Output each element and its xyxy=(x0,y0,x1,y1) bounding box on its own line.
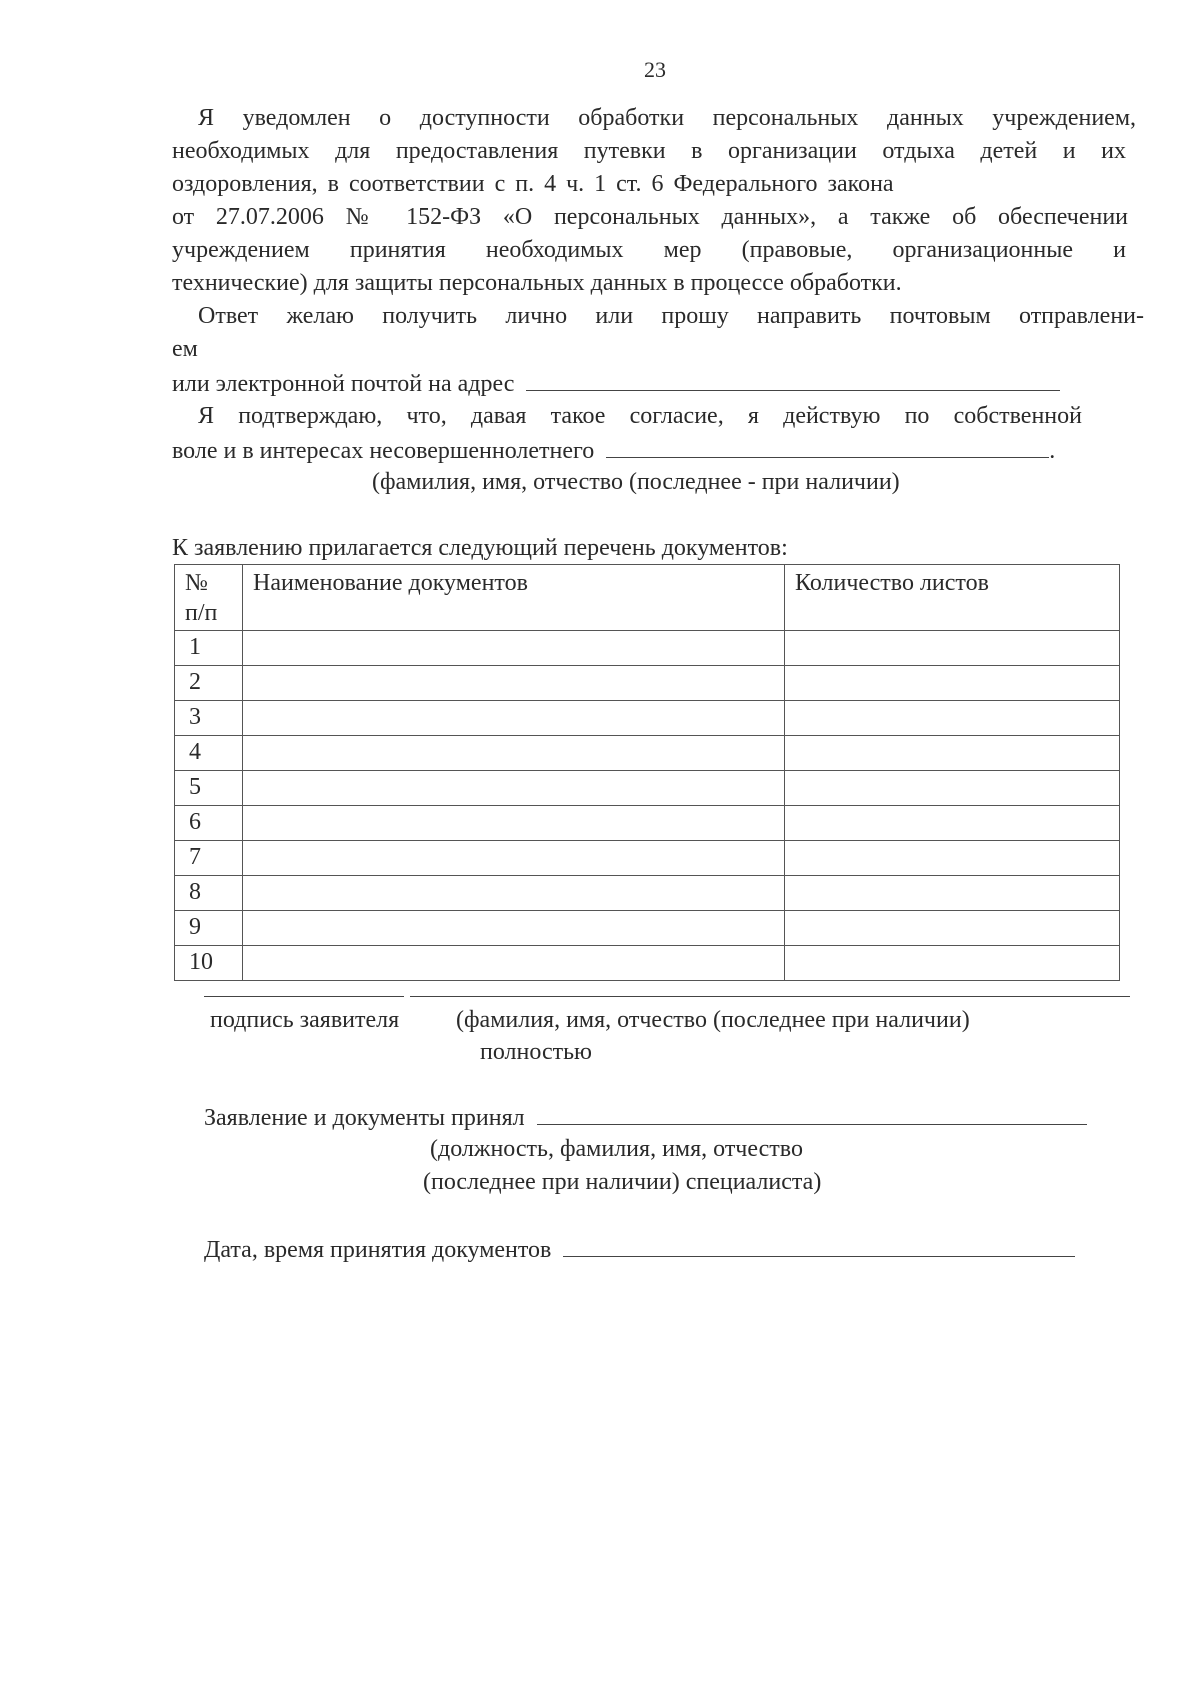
table-row xyxy=(175,946,1120,981)
sheet-count-cell[interactable] xyxy=(785,841,1120,876)
table-row xyxy=(175,631,1120,666)
minor-name-caption: (фамилия, имя, отчество (последнее - при наличии) xyxy=(372,469,900,495)
table-row xyxy=(175,841,1120,876)
date-time-row xyxy=(204,1232,1075,1266)
email-address-label: или электронной почтой на адрес xyxy=(172,371,515,397)
row-number: 4 xyxy=(175,736,243,771)
applicant-name-caption-full: полностью xyxy=(480,1039,592,1065)
row-number: 2 xyxy=(175,666,243,701)
applicant-name-caption: (фамилия, имя, отчество (последнее при наличии) xyxy=(456,1007,970,1033)
email-address-row xyxy=(172,366,1060,400)
document-name-cell[interactable] xyxy=(243,806,785,841)
signature-caption: подпись заявителя xyxy=(210,1007,400,1033)
row-number: 7 xyxy=(175,841,243,876)
header-sheet-count: Количество листов xyxy=(785,565,1120,631)
table-row xyxy=(175,771,1120,806)
minor-name-label: воле и в интересах несовершеннолетнего xyxy=(172,438,595,464)
table-row xyxy=(175,806,1120,841)
row-number: 8 xyxy=(175,876,243,911)
minor-name-field[interactable] xyxy=(606,433,1049,458)
table-row xyxy=(175,736,1120,771)
minor-name-row xyxy=(172,433,1055,467)
sheet-count-cell[interactable] xyxy=(785,736,1120,771)
date-time-label: Дата, время принятия документов xyxy=(204,1237,552,1263)
sheet-count-cell[interactable] xyxy=(785,806,1120,841)
row-number: 9 xyxy=(175,911,243,946)
confirmation-line: Я подтверждаю, что, давая такое согласие, я действую по собственной xyxy=(198,403,1082,429)
header-document-name: Наименование документов xyxy=(243,565,785,631)
row-number: 3 xyxy=(175,701,243,736)
document-name-cell[interactable] xyxy=(243,701,785,736)
sheet-count-cell[interactable] xyxy=(785,666,1120,701)
sheet-count-cell[interactable] xyxy=(785,631,1120,666)
row-number: 6 xyxy=(175,806,243,841)
row-number: 1 xyxy=(175,631,243,666)
table-row xyxy=(175,701,1120,736)
consent-paragraph-line: необходимых для предоставления путевки в организации отдыха детей и их xyxy=(172,138,1126,164)
consent-paragraph-line: от 27.07.2006 № 152-ФЗ «О персональных данных», а также об обеспечении xyxy=(172,204,1128,230)
row-number: 10 xyxy=(175,946,243,981)
accepted-by-label: Заявление и документы принял xyxy=(204,1105,525,1131)
document-name-cell[interactable] xyxy=(243,911,785,946)
accepted-by-caption: (последнее при наличии) специалиста) xyxy=(423,1169,822,1195)
row-number: 5 xyxy=(175,771,243,806)
document-name-cell[interactable] xyxy=(243,736,785,771)
sentence-end: . xyxy=(1049,438,1056,464)
document-name-cell[interactable] xyxy=(243,876,785,911)
document-name-cell[interactable] xyxy=(243,771,785,806)
response-method-line: Ответ желаю получить лично или прошу направить почтовым отправлени- xyxy=(198,303,1144,329)
consent-paragraph-line: технические) для защиты персональных данных в процессе обработки. xyxy=(172,270,902,296)
header-number: № п/п xyxy=(175,565,243,631)
consent-paragraph-line: учреждением принятия необходимых мер (правовые, организационные и xyxy=(172,237,1126,263)
document-name-cell[interactable] xyxy=(243,631,785,666)
documents-intro: К заявлению прилагается следующий перечень документов: xyxy=(172,535,788,561)
page-number: 23 xyxy=(644,57,666,82)
accepted-by-row xyxy=(204,1100,1087,1134)
response-method-line: ем xyxy=(172,336,198,362)
table-row xyxy=(175,666,1120,701)
email-address-field[interactable] xyxy=(526,366,1060,391)
sheet-count-cell[interactable] xyxy=(785,911,1120,946)
table-row xyxy=(175,876,1120,911)
accepted-by-field[interactable] xyxy=(537,1100,1087,1125)
table-row xyxy=(175,911,1120,946)
accepted-by-caption: (должность, фамилия, имя, отчество xyxy=(430,1136,803,1162)
sheet-count-cell[interactable] xyxy=(785,946,1120,981)
document-name-cell[interactable] xyxy=(243,946,785,981)
consent-paragraph-line: Я уведомлен о доступности обработки персональных данных учреждением, xyxy=(198,105,1136,131)
sheet-count-cell[interactable] xyxy=(785,701,1120,736)
signature-line[interactable] xyxy=(204,996,404,997)
sheet-count-cell[interactable] xyxy=(785,876,1120,911)
documents-table xyxy=(174,564,1120,981)
documents-table-header xyxy=(175,565,1120,631)
document-name-cell[interactable] xyxy=(243,666,785,701)
consent-paragraph-line: оздоровления, в соответствии с п. 4 ч. 1 ст. 6 Федерального закона xyxy=(172,171,894,197)
sheet-count-cell[interactable] xyxy=(785,771,1120,806)
applicant-name-line[interactable] xyxy=(410,996,1130,997)
date-time-field[interactable] xyxy=(563,1232,1075,1257)
document-name-cell[interactable] xyxy=(243,841,785,876)
